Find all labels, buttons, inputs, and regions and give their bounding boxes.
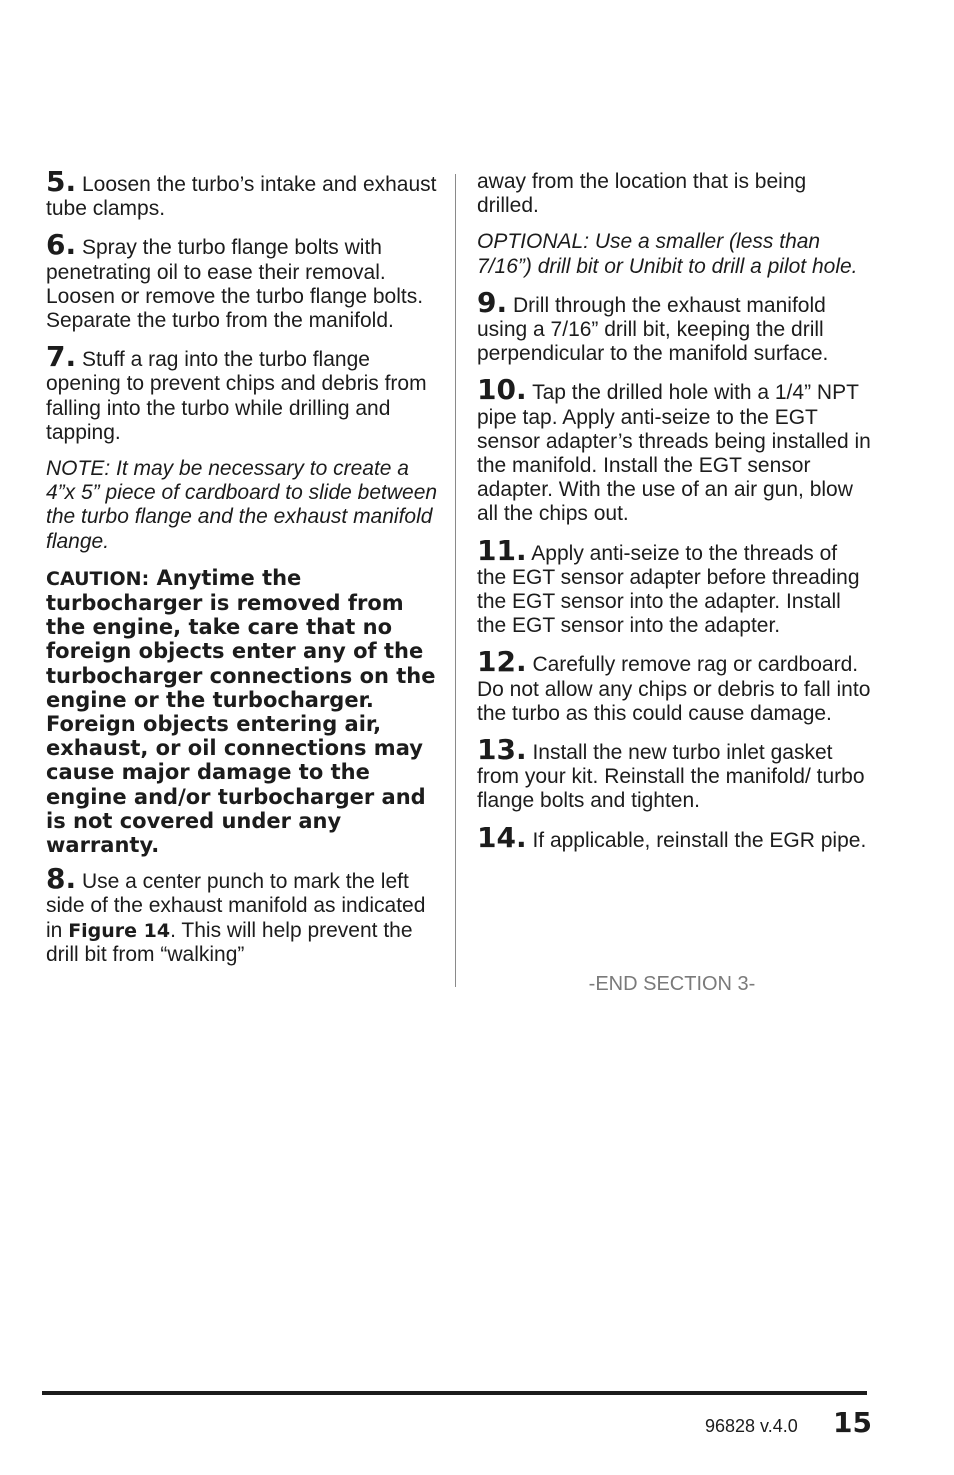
step-number: 7. (46, 340, 77, 374)
step-number: 14. (477, 820, 527, 854)
step-14 (477, 820, 872, 854)
step-6 (46, 228, 438, 333)
step-12 (477, 645, 872, 726)
left-column (46, 165, 438, 979)
caution-text: Anytime the turbocharger is removed from the engine, take care that no foreign objects enter any of the turbocharger connections on the engine or the turbocharger. Foreign objects entering air, exhaust, or oil connections may cause major damage to the engine and/or turbocharger and is not covered under any warranty. (46, 565, 436, 858)
document-id: 96828 v.4.0 (705, 1416, 798, 1436)
step-number: 10. (477, 373, 527, 407)
column-divider (455, 174, 456, 987)
note: NOTE: It may be necessary to create a 4”x 5” piece of cardboard to slide between the turbo flange and the exhaust manifold flange. (46, 457, 438, 553)
step-number: 8. (46, 862, 77, 896)
page-number: 15 (833, 1406, 872, 1439)
step-text: Tap the drilled hole with a 1/4” NPT pipe tap. Apply anti-seize to the EGT sensor adapter’s threads being installed in the manifold. Install the EGT sensor adapter. With the use of an air gun, blow all the chips out. (477, 381, 871, 526)
step-7 (46, 340, 438, 445)
step-number: 5. (46, 165, 77, 198)
step-number: 11. (477, 533, 527, 567)
step-13 (477, 733, 872, 814)
step-11 (477, 533, 872, 639)
step-10 (477, 373, 872, 526)
step-text: Spray the turbo flange bolts with penetrating oil to ease their removal. Loosen or remove the turbo flange bolts. Separate the turbo from the manifold. (46, 236, 424, 333)
step-text: If applicable, reinstall the EGR pipe. (526, 828, 867, 852)
step-text: Carefully remove rag or cardboard. Do not allow any chips or debris to fall into the turbo as this could cause damage. (477, 653, 871, 725)
step-number: 6. (46, 228, 77, 262)
step-8 (46, 862, 438, 967)
caution-block (46, 566, 438, 857)
step-number: 12. (477, 645, 527, 679)
step-5 (46, 165, 438, 221)
step-text: Stuff a rag into the turbo flange opening to prevent chips and debris from falling into the turbo while drilling and tapping. (46, 348, 427, 444)
right-column (477, 170, 872, 865)
caution-label: CAUTION: (46, 567, 150, 590)
step-9 (477, 285, 872, 367)
step-number: 9. (477, 285, 508, 319)
step-number: 13. (477, 733, 527, 767)
step-text: Apply anti-seize to the threads of the EGT sensor adapter before threading the EGT sensor into the adapter. Install the EGT sensor into the adapter. (477, 541, 860, 638)
step-text: Loosen the turbo’s intake and exhaust tube clamps. (46, 173, 437, 221)
figure-reference: Figure 14 (68, 919, 171, 942)
end-section-marker: -END SECTION 3- (588, 973, 756, 995)
step-text: Drill through the exhaust manifold using a 7/16” drill bit, keeping the drill perpendicular to the manifold surface. (477, 293, 829, 366)
step-text: Install the new turbo inlet gasket from your kit. Reinstall the manifold/ turbo flange bolts and tighten. (477, 741, 865, 813)
optional-note: OPTIONAL: Use a smaller (less than 7/16”) drill bit or Unibit to drill a pilot hole. (477, 230, 858, 278)
step-text: . This will help prevent the drill bit from “walking” (46, 918, 413, 966)
step-text: Use a center punch to mark the left side of the exhaust manifold as indicated in (46, 870, 426, 942)
footer-rule (42, 1391, 867, 1395)
step-8-continued: away from the location that is being drilled. (477, 170, 807, 218)
